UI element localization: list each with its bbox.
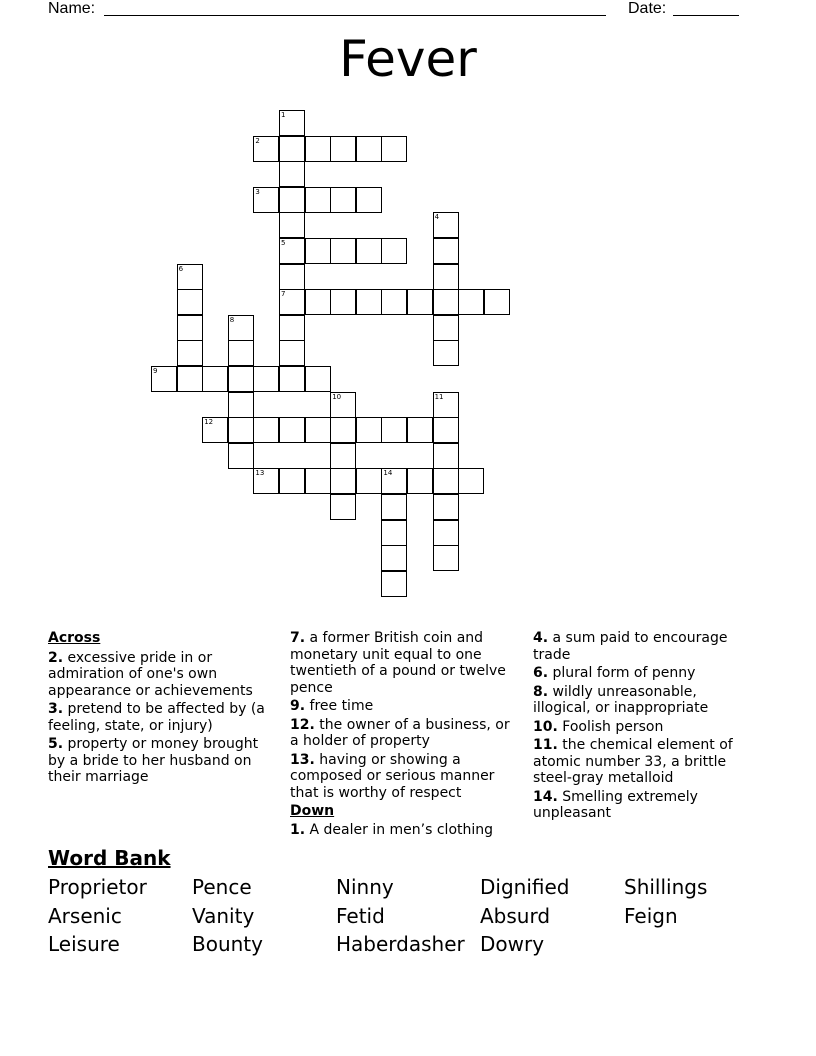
clue-number: 10. <box>533 718 558 735</box>
clue-item <box>533 630 755 663</box>
grid-cell[interactable] <box>253 366 279 392</box>
clue-item <box>533 719 755 736</box>
grid-cell[interactable] <box>253 187 279 213</box>
grid-cell[interactable] <box>305 468 331 494</box>
grid-cell[interactable] <box>330 417 356 443</box>
word-bank-item: Absurd <box>480 903 551 928</box>
grid-cell[interactable] <box>381 520 407 546</box>
grid-cell[interactable] <box>253 136 279 162</box>
grid-cell[interactable] <box>407 289 433 315</box>
grid-cell[interactable] <box>381 494 407 520</box>
word-bank-item: Ninny <box>336 875 394 899</box>
grid-cell[interactable] <box>356 468 382 494</box>
clue-number: 12 <box>204 418 214 427</box>
grid-cell[interactable] <box>279 315 305 341</box>
clue-number: 13. <box>290 751 315 768</box>
clues-column-3 <box>533 630 755 824</box>
date-label: Date: <box>628 0 667 17</box>
across-clue-list <box>48 650 270 786</box>
across-heading: Across <box>48 630 101 646</box>
grid-cell[interactable] <box>330 187 356 213</box>
clue-text: Foolish person <box>557 718 664 735</box>
name-label: Name: <box>48 0 96 17</box>
grid-cell[interactable] <box>433 289 459 315</box>
clue-text: property or money brought by a bride to her husband on their marriage <box>48 736 259 785</box>
word-bank <box>48 873 768 959</box>
grid-cell[interactable] <box>356 238 382 264</box>
grid-cell[interactable] <box>356 417 382 443</box>
clue-number: 4. <box>533 630 549 646</box>
clue-text: A dealer in men’s clothing <box>305 821 494 838</box>
grid-cell[interactable] <box>484 289 510 315</box>
grid-cell[interactable] <box>433 494 459 520</box>
grid-cell[interactable] <box>305 366 331 392</box>
clue-item <box>533 737 755 787</box>
grid-cell[interactable] <box>177 264 203 290</box>
word-bank-item: Feign <box>624 903 678 928</box>
clues-column-2 <box>290 630 522 840</box>
grid-cell[interactable] <box>177 366 203 392</box>
grid-cell[interactable] <box>305 187 331 213</box>
grid-cell[interactable] <box>228 315 254 341</box>
clue-text: plural form of penny <box>548 665 696 681</box>
clue-item <box>290 717 522 750</box>
grid-cell[interactable] <box>433 545 459 571</box>
grid-cell[interactable] <box>279 417 305 443</box>
grid-cell[interactable] <box>279 289 305 315</box>
grid-cell[interactable] <box>356 136 382 162</box>
word-bank-item: Shillings <box>624 875 708 899</box>
grid-cell[interactable] <box>433 443 459 469</box>
grid-cell[interactable] <box>433 238 459 264</box>
grid-cell[interactable] <box>279 212 305 238</box>
clue-number: 3. <box>48 701 64 717</box>
grid-cell[interactable] <box>458 289 484 315</box>
word-bank-item: Bounty <box>192 932 263 956</box>
clue-text: free time <box>305 698 374 714</box>
grid-cell[interactable] <box>433 315 459 341</box>
clue-number: 1. <box>290 821 306 838</box>
word-bank-item: Fetid <box>336 903 385 928</box>
grid-cell[interactable] <box>356 187 382 213</box>
puzzle-title: Fever <box>339 30 477 88</box>
grid-cell[interactable] <box>279 136 305 162</box>
clue-item <box>290 822 522 839</box>
grid-cell[interactable] <box>330 392 356 418</box>
grid-cell[interactable] <box>279 366 305 392</box>
word-bank-item: Vanity <box>192 903 255 928</box>
grid-cell[interactable] <box>177 340 203 366</box>
clue-number: 9. <box>290 698 306 714</box>
grid-cell[interactable] <box>279 187 305 213</box>
clue-number: 10 <box>332 392 342 401</box>
grid-cell[interactable] <box>305 136 331 162</box>
clue-item <box>290 630 522 696</box>
grid-cell[interactable] <box>305 417 331 443</box>
grid-cell[interactable] <box>177 289 203 315</box>
clue-number: 8 <box>229 315 235 324</box>
grid-cell[interactable] <box>228 443 254 469</box>
grid-cell[interactable] <box>279 161 305 187</box>
grid-cell[interactable] <box>433 468 459 494</box>
clue-item <box>533 789 755 822</box>
grid-cell[interactable] <box>279 238 305 264</box>
clue-text: Smelling extremely unpleasant <box>533 788 698 821</box>
down-clue-list <box>290 822 522 839</box>
grid-cell[interactable] <box>228 392 254 418</box>
clue-item <box>48 650 270 700</box>
grid-cell[interactable] <box>279 340 305 366</box>
grid-cell[interactable] <box>330 289 356 315</box>
clue-number: 5 <box>281 239 286 247</box>
grid-cell[interactable] <box>433 417 459 443</box>
clue-text: the chemical element of atomic number 33, a brittle steel-gray metalloid <box>533 737 733 786</box>
clues-column-1 <box>48 630 270 788</box>
clue-text: excessive pride in or admiration of one's own appearance or achievements <box>48 649 253 699</box>
clue-number: 14. <box>533 788 558 805</box>
clue-number: 14 <box>383 469 393 478</box>
grid-cell[interactable] <box>253 468 279 494</box>
grid-cell[interactable] <box>330 494 356 520</box>
clue-number: 6 <box>178 264 184 273</box>
clue-number: 11. <box>533 737 558 753</box>
clue-text: wildly unreasonable, illogical, or inappropriate <box>533 683 709 716</box>
grid-cell[interactable] <box>279 110 305 136</box>
grid-cell[interactable] <box>228 340 254 366</box>
clue-item <box>48 701 270 734</box>
clue-item <box>533 684 755 717</box>
grid-cell[interactable] <box>228 417 254 443</box>
across-clue-list-continued <box>290 630 522 801</box>
word-bank-item: Pence <box>192 875 252 899</box>
clue-number: 3 <box>255 187 260 196</box>
clue-number: 11 <box>434 392 444 401</box>
clue-number: 1 <box>281 111 286 119</box>
word-bank-item: Leisure <box>48 932 120 956</box>
down-heading: Down <box>290 803 335 819</box>
clue-text: a former British coin and monetary unit equal to one twentieth of a pound or twelve pence <box>290 630 506 696</box>
grid-cell[interactable] <box>279 264 305 290</box>
clue-item <box>48 736 270 786</box>
grid-cell[interactable] <box>433 264 459 290</box>
grid-cell[interactable] <box>381 238 407 264</box>
clue-number: 13 <box>255 469 265 478</box>
grid-cell[interactable] <box>202 366 228 392</box>
word-bank-item: Dignified <box>480 875 570 899</box>
grid-cell[interactable] <box>381 136 407 162</box>
grid-cell[interactable] <box>330 238 356 264</box>
clue-text: pretend to be affected by (a feeling, state, or injury) <box>48 701 265 734</box>
grid-cell[interactable] <box>407 417 433 443</box>
clue-number: 4 <box>434 213 440 222</box>
grid-cell[interactable] <box>433 340 459 366</box>
clue-number: 7 <box>281 290 286 299</box>
word-bank-item: Proprietor <box>48 875 147 899</box>
grid-cell[interactable] <box>381 289 407 315</box>
grid-cell[interactable] <box>407 468 433 494</box>
grid-cell[interactable] <box>177 315 203 341</box>
grid-cell[interactable] <box>433 392 459 418</box>
clue-number: 9 <box>153 367 158 375</box>
word-bank-title: Word Bank <box>48 846 171 870</box>
grid-cell[interactable] <box>433 212 459 238</box>
clue-number: 12. <box>290 716 315 733</box>
clue-item <box>290 698 522 715</box>
grid-cell[interactable] <box>253 417 279 443</box>
grid-cell[interactable] <box>381 417 407 443</box>
grid-cell[interactable] <box>433 520 459 546</box>
clue-number: 7. <box>290 630 306 646</box>
grid-cell[interactable] <box>330 136 356 162</box>
clue-number: 2. <box>48 649 64 666</box>
down-clue-list-continued <box>533 630 755 822</box>
grid-cell[interactable] <box>305 238 331 264</box>
grid-cell[interactable] <box>151 366 177 392</box>
clue-text: the owner of a business, or a holder of property <box>290 716 510 749</box>
clue-number: 2 <box>255 136 260 145</box>
grid-cell[interactable] <box>330 468 356 494</box>
grid-cell[interactable] <box>305 289 331 315</box>
grid-cell[interactable] <box>381 468 407 494</box>
grid-cell[interactable] <box>228 366 254 392</box>
grid-cell[interactable] <box>202 417 228 443</box>
grid-cell[interactable] <box>356 289 382 315</box>
word-bank-item: Haberdasher <box>336 932 465 956</box>
grid-cell[interactable] <box>330 443 356 469</box>
grid-cell[interactable] <box>279 468 305 494</box>
clue-number: 6. <box>533 665 549 681</box>
grid-cell[interactable] <box>381 571 407 597</box>
clue-text: having or showing a composed or serious manner that is worthy of respect <box>290 751 495 801</box>
clue-text: a sum paid to encourage trade <box>533 630 728 663</box>
clue-number: 5. <box>48 736 64 752</box>
word-bank-item: Arsenic <box>48 903 122 928</box>
clue-number: 8. <box>533 683 549 700</box>
clue-item <box>533 665 755 682</box>
word-bank-item: Dowry <box>480 932 545 956</box>
clue-item <box>290 752 522 802</box>
grid-cell[interactable] <box>381 545 407 571</box>
grid-cell[interactable] <box>458 468 484 494</box>
